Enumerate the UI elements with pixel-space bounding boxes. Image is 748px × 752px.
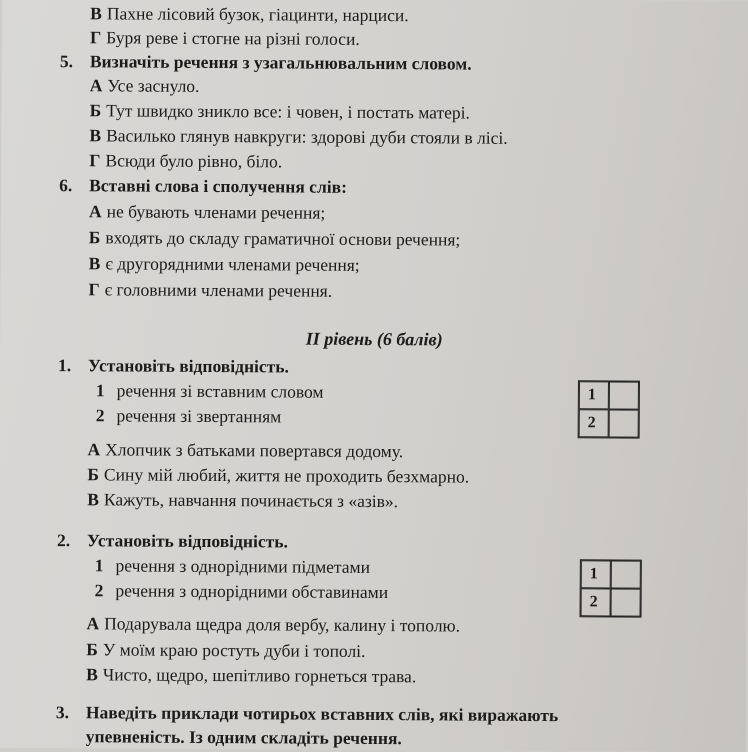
option-letter: В [87, 489, 99, 510]
section2-question-3-continuation [86, 725, 402, 749]
item-number: 1 [95, 380, 105, 401]
q5-option-g [89, 149, 282, 172]
q2-option-a [86, 612, 460, 636]
option-text: Буря реве і стогне на різні голоси. [106, 27, 360, 49]
option-letter: Б [89, 100, 102, 121]
question-number: 6. [59, 175, 73, 196]
option-text: Чисто, щедро, шепітливо горнеться трава. [102, 664, 417, 687]
option-letter: Б [88, 227, 101, 248]
item-number: 1 [94, 555, 104, 576]
question-6 [59, 174, 347, 198]
q1-option-a [87, 438, 403, 462]
option-text: Кажуть, навчання починається з «азів». [103, 489, 399, 512]
q1-item-1 [96, 379, 324, 402]
question-number: 1. [57, 355, 72, 376]
q5-option-v [89, 124, 507, 149]
option-text: Пахне лісовий бузок, гіацинти, нарциси. [106, 3, 409, 26]
option-letter: А [87, 439, 101, 460]
q1-option-b [87, 463, 469, 487]
option-letter: В [89, 125, 102, 146]
q6-option-b [89, 226, 461, 250]
question-number: 3. [55, 702, 70, 723]
question-number: 2. [56, 530, 71, 551]
answer-cell-1[interactable] [611, 560, 641, 588]
item-number: 2 [95, 405, 105, 426]
grid-label-2: 2 [581, 588, 611, 616]
option-text: У моїм краю ростуть дуби і тополі. [102, 639, 366, 661]
option-letter: В [88, 253, 101, 274]
question-text-line-1: Наведіть приклади чотирьох вставних слів, які виражають [85, 702, 559, 726]
section2-question-1 [58, 354, 289, 377]
option-letter: Б [87, 464, 100, 485]
option-text: не бувають членами речення; [106, 201, 326, 223]
answer-cell-2[interactable] [609, 409, 639, 437]
option-text: Всюди було рівно, біло. [105, 150, 283, 172]
q4-option-v [90, 2, 409, 26]
section2-question-3 [56, 701, 558, 726]
option-letter: В [86, 664, 98, 685]
item-text: речення зі звертанням [116, 405, 282, 427]
option-letter: В [90, 3, 102, 24]
option-letter: Г [88, 279, 100, 300]
q2-item-1 [95, 554, 370, 578]
option-text: входять до складу граматичної основи речення; [105, 227, 461, 250]
item-number: 2 [94, 580, 104, 601]
question-text: Установіть відповідність. [87, 355, 290, 377]
option-text: Василько глянув навкруги: здорові дуби стояли в лісі. [106, 125, 508, 148]
answer-grid-q2 [580, 559, 642, 617]
q5-option-a [90, 74, 200, 97]
item-text: речення з однорідними підметами [115, 555, 371, 577]
answer-cell-2[interactable] [611, 588, 641, 616]
option-letter: А [89, 75, 103, 96]
question-number: 5. [59, 51, 74, 72]
q6-option-v [89, 252, 360, 276]
answer-grid-q1 [578, 380, 640, 438]
section2-question-2 [57, 529, 288, 552]
grid-label-1: 1 [581, 560, 611, 588]
question-text: Вставні слова і сполучення слів: [89, 175, 348, 197]
q2-option-b [86, 638, 365, 662]
q1-item-2 [96, 404, 282, 427]
question-text-line-2: упевненість. Із одним складіть речення. [85, 726, 402, 749]
option-text: є другорядними членами речення; [105, 253, 360, 275]
question-text: Визначіть речення з узагальнювальним словом. [89, 51, 472, 74]
question-text: Установіть відповідність. [86, 530, 288, 552]
option-text: Подарувала щедра доля вербу, калину і тополю. [104, 613, 461, 636]
q6-option-a [89, 200, 325, 223]
item-text: речення зі вставним словом [116, 380, 324, 402]
q2-item-2 [95, 579, 389, 603]
option-letter: А [86, 613, 100, 634]
q2-option-v [86, 663, 416, 687]
option-text: є головними членами речення. [104, 279, 333, 301]
q5-option-b [90, 99, 470, 123]
q4-option-g [90, 26, 360, 50]
answer-cell-1[interactable] [609, 381, 639, 409]
option-letter: Г [89, 150, 101, 171]
option-letter: А [88, 201, 102, 222]
section-heading: II рівень (6 балів) [305, 328, 443, 350]
grid-label-2: 2 [579, 409, 609, 437]
option-text: Усе заснуло. [107, 75, 200, 96]
option-letter: Г [89, 27, 102, 48]
q6-option-g [88, 278, 332, 301]
question-5 [60, 50, 472, 75]
q1-option-v [87, 488, 398, 512]
option-letter: Б [86, 639, 98, 660]
option-text: Хлопчик з батьками повертався додому. [105, 439, 404, 462]
item-text: речення з однорідними обставинами [115, 580, 389, 603]
grid-label-1: 1 [579, 381, 609, 409]
option-text: Сину мій любий, життя не проходить безхмарно. [103, 464, 470, 487]
option-text: Тут швидко зникло все: і човен, і постать матері. [106, 100, 470, 123]
